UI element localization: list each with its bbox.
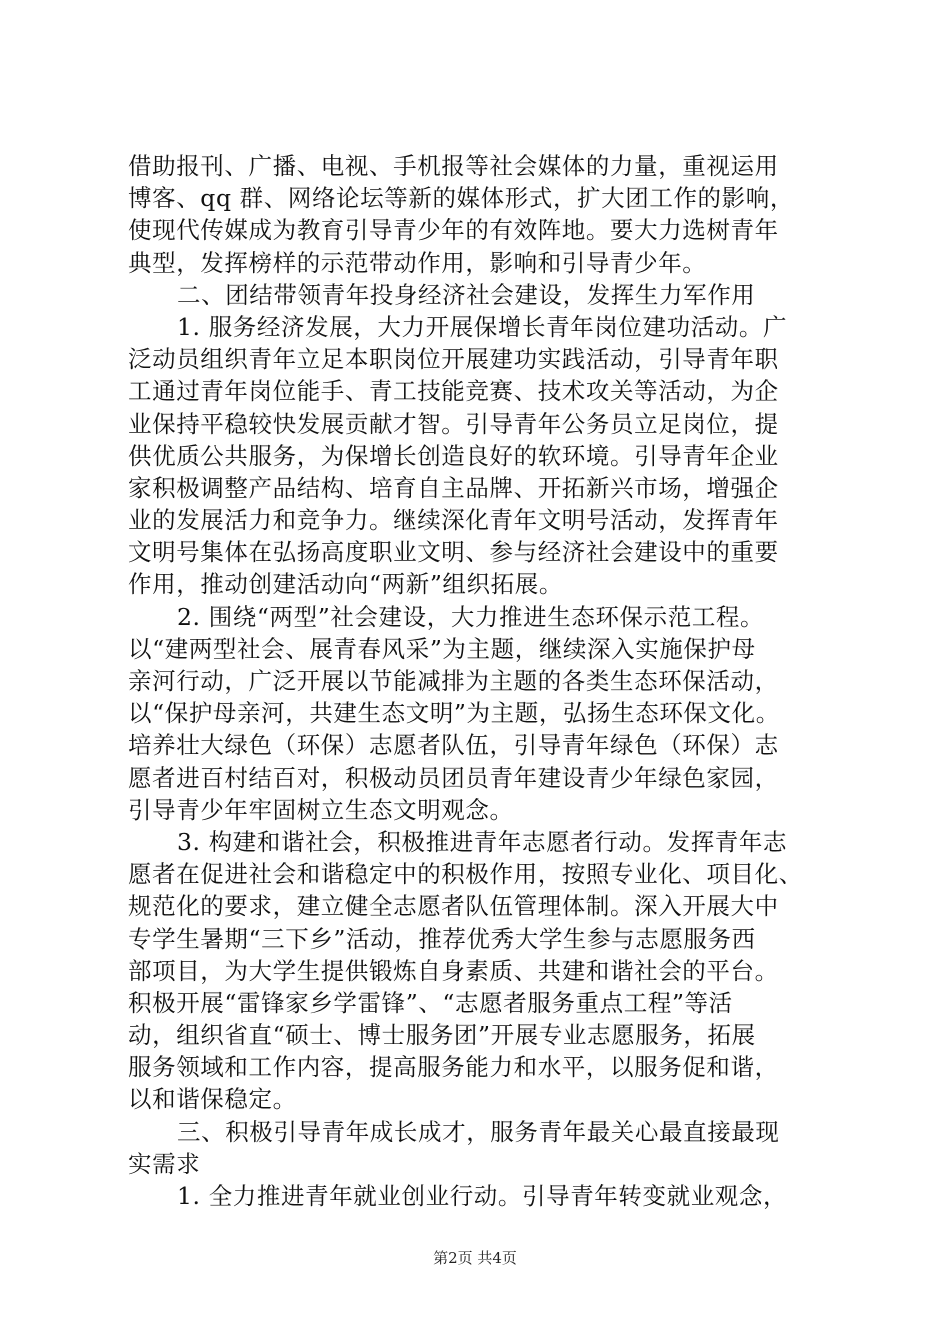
text-line: 以“保护母亲河，共建生态文明”为主题，弘扬生态环保文化。 [128,699,780,728]
text-line: 规范化的要求，建立健全志愿者队伍管理体制。深入开展大中 [128,892,779,921]
page-footer: 第2页 共4页 [433,1249,517,1267]
text-line: 专学生暑期“三下乡”活动，推荐优秀大学生参与志愿服务西 [128,924,756,953]
text-line: 典型，发挥榜样的示范带动作用，影响和引导青少年。 [128,248,707,277]
text-line: 博客、qq 群、网络论坛等新的媒体形式，扩大团工作的影响， [128,184,794,213]
text-line: 二、团结带领青年投身经济社会建设，发挥生力军作用 [177,280,756,309]
text-line: 2. 围绕“两型”社会建设，大力推进生态环保示范工程。 [177,602,765,631]
text-line: 借助报刊、广播、电视、手机报等社会媒体的力量，重视运用 [128,152,779,180]
text-line: 部项目，为大学生提供锻炼自身素质、共建和谐社会的平台。 [128,956,779,985]
text-line: 家积极调整产品结构、培育自主品牌、开拓新兴市场，增强企 [128,473,779,502]
text-line: 亲河行动，广泛开展以节能减排为主题的各类生态环保活动， [128,667,779,695]
text-line: 使现代传媒成为教育引导青少年的有效阵地。要大力选树青年 [128,216,779,245]
text-line: 以“建两型社会、展青春风采”为主题，继续深入实施保护母 [128,634,756,663]
text-line: 以和谐保稳定。 [128,1085,297,1114]
text-line: 培养壮大绿色（环保）志愿者队伍，引导青年绿色（环保）志 [128,731,779,760]
text-line: 1. 全力推进青年就业创业行动。引导青年转变就业观念， [177,1182,788,1210]
text-line: 愿者进百村结百对，积极动员团员青年建设青少年绿色家园， [128,763,779,792]
text-line: 作用，推动创建活动向“两新”组织拓展。 [128,570,563,599]
text-line: 动，组织省直“硕士、博士服务团”开展专业志愿服务，拓展 [128,1021,756,1050]
document-body [128,150,840,1212]
text-line: 积极开展“雷锋家乡学雷锋”、“志愿者服务重点工程”等活 [128,988,733,1017]
text-line: 文明号集体在弘扬高度职业文明、参与经济社会建设中的重要 [128,538,779,567]
text-line: 引导青少年牢固树立生态文明观念。 [128,795,514,824]
text-line: 业的发展活力和竞争力。继续深化青年文明号活动，发挥青年 [128,506,779,535]
text-line: 泛动员组织青年立足本职岗位开展建功实践活动，引导青年职 [128,345,779,374]
text-line: 实需求 [128,1149,201,1178]
text-line: 1. 服务经济发展，大力开展保增长青年岗位建功活动。广 [177,312,788,341]
text-line: 服务领域和工作内容，提高服务能力和水平，以服务促和谐， [128,1053,779,1082]
text-line: 工通过青年岗位能手、青工技能竞赛、技术攻关等活动，为企 [128,377,779,406]
text-line: 愿者在促进社会和谐稳定中的积极作用，按照专业化、项目化、 [128,860,803,889]
text-line: 3. 构建和谐社会，积极推进青年志愿者行动。发挥青年志 [177,827,788,856]
text-line: 三、积极引导青年成长成才，服务青年最关心最直接最现 [177,1117,780,1146]
text-line: 业保持平稳较快发展贡献才智。引导青年公务员立足岗位，提 [128,409,779,438]
text-line: 供优质公共服务，为保增长创造良好的软环境。引导青年企业 [128,441,779,470]
